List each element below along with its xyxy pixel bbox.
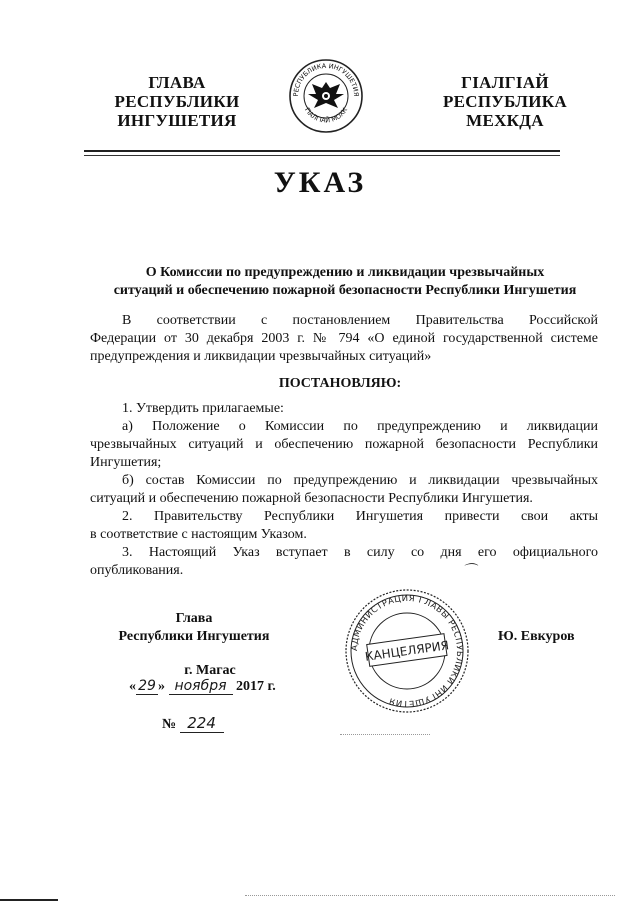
- scan-artifact-2: [245, 895, 615, 896]
- preamble-line-1: В соответствии с постановлением Правительства Российской: [122, 313, 598, 328]
- office-stamp: [342, 586, 472, 716]
- decree-word: ПОСТАНОВЛЯЮ:: [278, 376, 402, 391]
- subject-line-2: ситуаций и обеспечению пожарной безопасности Республики Ингушетия: [113, 283, 577, 298]
- item-3-line-2: опубликования.: [90, 563, 184, 578]
- date-open-quote: «: [129, 679, 136, 694]
- item-3-line-1: 3. Настоящий Указ вступает в силу со дня его официального: [122, 545, 598, 560]
- pen-mark: ⌒: [462, 563, 476, 579]
- item-1b-line-2: ситуаций и обеспечению пожарной безопасности Республики Ингушетия.: [90, 491, 533, 506]
- header-left-line-3: ИНГУШЕТИЯ: [117, 111, 237, 130]
- document-title: УКАЗ: [273, 166, 367, 199]
- header-right-line-3: МЕХКДА: [466, 111, 544, 130]
- item-1a-line-2: чрезвычайных ситуаций и обеспечению пожарной безопасности Республики: [90, 437, 598, 452]
- stamp-center-text: КАНЦЕЛЯРИЯ: [364, 638, 450, 664]
- item-2-line-1: 2. Правительству Республики Ингушетия привести свои акты: [122, 509, 598, 524]
- document-subject: [90, 264, 600, 300]
- date-day: 29: [136, 678, 158, 695]
- item-2-line-2: в соответствие с настоящим Указом.: [90, 527, 307, 542]
- item-1-intro-line: 1. Утвердить прилагаемые:: [122, 401, 284, 416]
- emblem-bottom-text: ГIАЛГIАЙ МОХК: [302, 106, 350, 125]
- signer-name: Ю. Евкуров: [498, 629, 575, 644]
- item-1b-line-1: б) состав Комиссии по предупреждению и ликвидации чрезвычайных: [122, 473, 598, 488]
- item-1b: [90, 472, 598, 508]
- scan-artifact-1: [340, 734, 430, 735]
- preamble-paragraph: [90, 312, 598, 366]
- emblem-icon: [286, 56, 366, 136]
- emblem-top-text: РЕСПУБЛИКА ИНГУШЕТИЯ: [291, 61, 361, 97]
- scan-edge-mark: [0, 899, 58, 901]
- header-left-block: [92, 73, 262, 130]
- header-divider-top: [84, 150, 560, 152]
- date-close-quote: »: [158, 679, 165, 694]
- item-1a-line-3: Ингушетия;: [90, 455, 162, 470]
- number-sign: №: [162, 717, 177, 732]
- signatory-position-line-1: Глава: [175, 611, 213, 626]
- issue-place: г. Магас: [184, 663, 236, 678]
- document-number: [162, 714, 224, 733]
- header-divider-bottom: [84, 155, 560, 156]
- item-1a: [90, 418, 598, 472]
- stamp-icon: [342, 586, 472, 716]
- header-right-block: [420, 73, 590, 130]
- date-year: 2017 г.: [236, 679, 276, 694]
- header-right-line-1: ГIАЛГIАЙ: [461, 73, 549, 92]
- header-right-line-2: РЕСПУБЛИКА: [442, 92, 567, 111]
- stamp-ring-text: АДМИНИСТРАЦИЯ ГЛАВЫ РЕСПУБЛИКИ ИНГУШЕТИЯ: [349, 593, 465, 709]
- header-left-line-2: РЕСПУБЛИКИ: [114, 92, 240, 111]
- coat-of-arms-emblem: [286, 56, 366, 136]
- signatory-position-line-2: Республики Ингушетия: [118, 629, 270, 644]
- number-value: 224: [180, 714, 224, 733]
- signatory-position: [96, 610, 292, 646]
- header-left-line-1: ГЛАВА: [148, 73, 206, 92]
- date-month: ноября: [169, 678, 233, 695]
- item-2: [90, 508, 598, 544]
- item-3: [90, 544, 598, 580]
- item-1a-line-1: а) Положение о Комиссии по предупреждению и ликвидации: [122, 419, 598, 434]
- item-1-intro: [90, 400, 598, 418]
- subject-line-1: О Комиссии по предупреждению и ликвидации чрезвычайных: [145, 265, 545, 280]
- issue-date: [129, 678, 289, 695]
- preamble-line-3: предупреждения и ликвидации чрезвычайных ситуаций»: [90, 349, 432, 364]
- preamble-line-2: Федерации от 30 декабря 2003 г. № 794 «О единой государственной системе: [90, 331, 598, 346]
